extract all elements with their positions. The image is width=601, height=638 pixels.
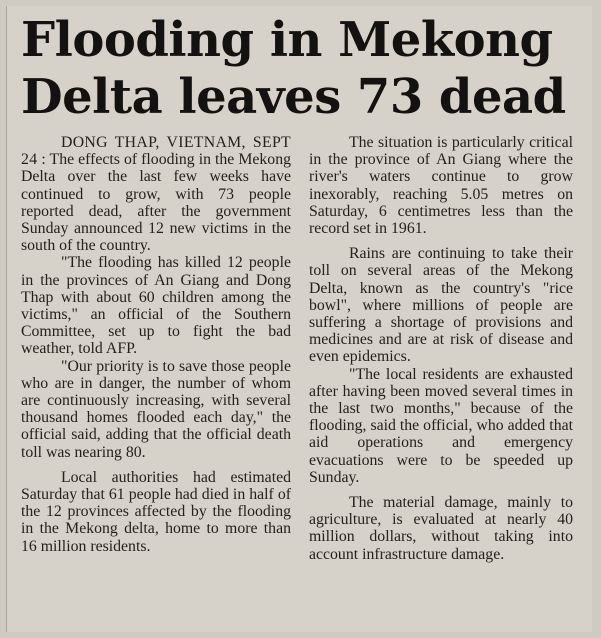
article-paragraph: The material damage, mainly to agriculture, is evaluated at nearly 40 million dollars, without taking into account infrastructure damage. bbox=[309, 494, 573, 563]
lead-text: : The effects of flooding in the Mekong Delta over the last few weeks have continued to grow, with 73 people reported dead, after the government Sunday announced 12 new victims in the south of the country. bbox=[21, 151, 291, 255]
newspaper-clipping bbox=[6, 6, 592, 632]
article-paragraph: Rains are continuing to take their toll on several areas of the Mekong Delta, known as the country's "rice bowl", where millions of people are suffering a shortage of provisions and medicines and are at risk of disease and even epidemics. bbox=[309, 245, 573, 366]
article-paragraph bbox=[21, 134, 291, 254]
headline-line-2: Delta leaves 73 dead bbox=[21, 69, 566, 125]
article-paragraph: Local authorities had estimated Saturday that 61 people had died in half of the 12 provinces affected by the flooding in the Mekong delta, home to more than 16 million residents. bbox=[21, 468, 291, 555]
article-paragraph: The situation is particularly critical in the province of An Giang where the river's waters continue to grow inexorably, reaching 5.05 metres on Saturday, 6 centimetres less than the record set in 1961. bbox=[309, 134, 573, 238]
headline-line-1: Flooding in Mekong bbox=[21, 12, 553, 68]
article-column-left bbox=[21, 134, 291, 555]
dateline: DONG THAP, VIETNAM, SEPT 24 bbox=[21, 134, 291, 169]
article-paragraph: "The local residents are exhausted after having been moved several times in the last two months," because of the flooding, said the official, who added that aid operations and emergency evacuations were to be speeded up Sunday. bbox=[309, 365, 573, 486]
article-paragraph: "Our priority is to save those people who are in danger, the number of whom are continuously increasing, with several thousand homes flooded each day," the official said, adding that the official death toll was nearing 80. bbox=[21, 357, 291, 461]
article-column-right bbox=[309, 134, 573, 563]
article-paragraph: "The flooding has killed 12 people in the provinces of An Giang and Dong Thap with about 60 children among the victims," an official of the Southern Committee, set up to fight the bad weather, told AFP. bbox=[21, 254, 291, 358]
headline bbox=[21, 12, 587, 126]
